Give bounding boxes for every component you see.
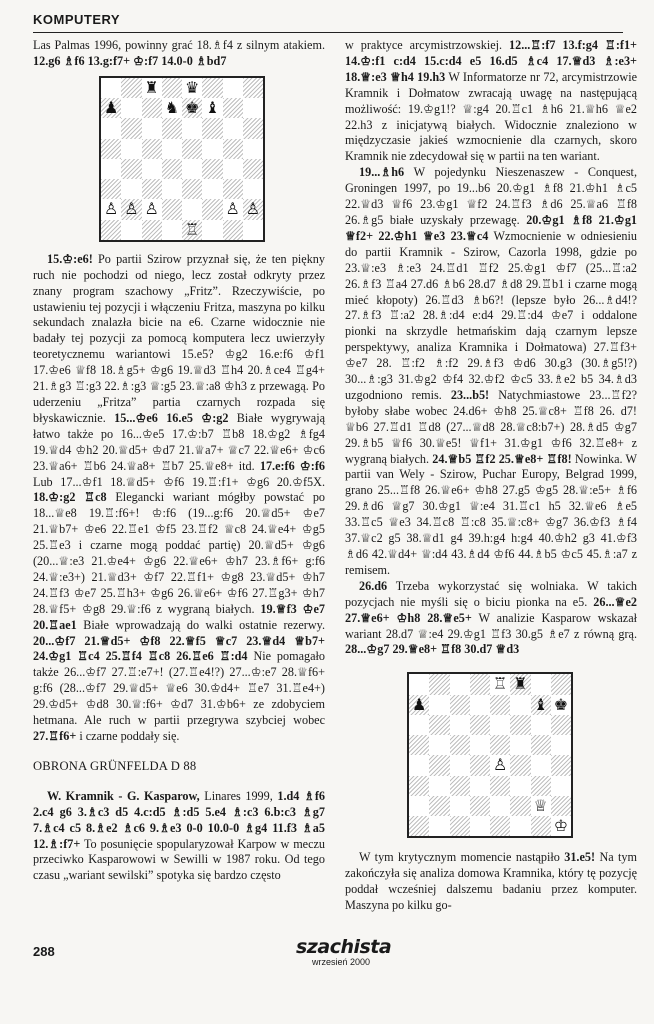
issue-date: wrzesień 2000 <box>311 957 371 967</box>
board-square <box>551 735 571 755</box>
board-square <box>162 199 182 219</box>
section-title: KOMPUTERY <box>33 12 121 27</box>
board-square <box>101 179 121 199</box>
board-square <box>101 220 121 240</box>
board-square <box>223 139 243 159</box>
chess-piece-icon: ♜ <box>144 77 159 97</box>
board-square <box>470 695 490 715</box>
board-square <box>551 776 571 796</box>
board-square <box>429 735 449 755</box>
board-square <box>202 78 222 98</box>
chess-piece-icon: ♕ <box>533 795 548 815</box>
chess-piece-icon: ♙ <box>492 755 508 775</box>
chess-diagram-2 <box>407 672 573 838</box>
board-square <box>409 776 429 796</box>
board-square <box>162 159 182 179</box>
board-square <box>490 796 510 816</box>
board-square <box>510 776 530 796</box>
board-square <box>531 776 551 796</box>
board-square <box>470 735 490 755</box>
board-square <box>470 816 490 836</box>
board-square <box>490 674 510 694</box>
board-square <box>202 139 222 159</box>
chess-piece-icon: ♙ <box>245 199 261 219</box>
left-column <box>33 38 325 884</box>
board-square <box>182 159 202 179</box>
continuation-paragraph: w praktyce arcymistrzowskiej. 12...♖:f7 13.f:g4 ♖:f1+ 14.♔:f1 c:d4 15.c:d4 e5 16.d5 ♗c4 17.♕d3 ♗:e3+ 18.♕:e3 ♕h4 19.h3 W Informatorze nr 72, arcymistrzowie Kramnik i Dołmatow zwracają uwagę na następującą możliwość: 19.♔g1!? ♕:g4 20.♖c1 ♗h6 21.♕h6 ♕e2 22.h3 z inicjatywą białych. Widocznie znaleziono w międzyczasie jakieś wzmocnienie dla czarnych, skoro Kramnik nie zdecydował się w partii na ten wariant. <box>345 38 638 164</box>
opening-heading: OBRONA GRÜNFELDA D 88 <box>33 758 197 773</box>
board-square <box>510 755 530 775</box>
chess-diagram-1 <box>99 76 265 242</box>
board-square <box>162 118 182 138</box>
board-square <box>551 715 571 735</box>
chess-piece-icon: ♝ <box>205 98 220 118</box>
board-square <box>182 118 202 138</box>
board-square <box>142 118 162 138</box>
board-square <box>162 78 182 98</box>
board-square <box>450 776 470 796</box>
board-square <box>551 755 571 775</box>
board-square <box>182 139 202 159</box>
board-square <box>409 695 429 715</box>
board-square <box>142 98 162 118</box>
board-square <box>162 139 182 159</box>
board-square <box>162 179 182 199</box>
board-square <box>409 735 429 755</box>
board-square <box>223 78 243 98</box>
board-square <box>142 78 162 98</box>
board-square <box>142 159 162 179</box>
board-square <box>490 755 510 775</box>
board-square <box>429 715 449 735</box>
board-square <box>121 179 141 199</box>
board-square <box>510 715 530 735</box>
board-square <box>223 118 243 138</box>
board-square <box>429 755 449 775</box>
board-square <box>470 796 490 816</box>
board-square <box>101 199 121 219</box>
chess-piece-icon: ♚ <box>184 98 200 118</box>
board-square <box>510 695 530 715</box>
board-square <box>450 695 470 715</box>
board-square <box>142 220 162 240</box>
board-square <box>409 796 429 816</box>
right-column <box>345 38 637 914</box>
board-square <box>223 159 243 179</box>
board-square <box>470 715 490 735</box>
board-square <box>101 118 121 138</box>
board-square <box>510 816 530 836</box>
chess-piece-icon: ♝ <box>533 694 548 714</box>
chess-piece-icon: ♚ <box>553 694 569 714</box>
board-square <box>409 816 429 836</box>
board-square <box>202 159 222 179</box>
board-square <box>223 98 243 118</box>
board-square <box>121 98 141 118</box>
board-square <box>429 816 449 836</box>
board-square <box>429 674 449 694</box>
board-square <box>182 179 202 199</box>
board-square <box>450 796 470 816</box>
board-square <box>202 220 222 240</box>
board-square <box>429 695 449 715</box>
board-square <box>531 674 551 694</box>
board-square <box>182 220 202 240</box>
chess-piece-icon: ♖ <box>184 219 200 239</box>
board-square <box>243 118 263 138</box>
analysis-paragraph: 19...♗h6 W pojedynku Nieszenaszew - Conquest, Groningen 1997, po 19...b6 20.♔g1 ♗f8 21.♔h1 ♗c5 22.♕d3 ♕f6 23.♔g1 ♕f2 24.♖f3 ♗d6 25.♕a6 ♖f8 26.♗g5 białe uzyskały przewagę. 20.♔g1 ♗f8 21.♔g1 ♕f2+ 22.♔h1 ♕e3 23.♕c4 Wzmocnienie w odniesieniu do partii Kramnik - Szirow, Cazorla 1998, gdzie po 23.♕:e3 ♗:e3 24.♖d1 ♖f2 25.♔g1 ♔f7 (25...♖:a2 26.♗f3 ♖a4 27.d6 ♗b6 28.d7 ♗d8 29.♖b1 i czarne mogą mieć kłopoty) 26.♖d3 ♗b6?! (lepsze było 26...♗d4!? 27.♗f3 ♖:a2 28.♗:d4 e:d4 29.♖:d4 ♔e7 i oddalone pionki na skrzydle hetmańskim dają czarnym lepsze perspektywy, analiza Kramnika i Dołmatowa) 27.♖f3+ ♔e7 28. ♖:f2 ♗:f2 29.♗f3 ♔d6 30.g3 (30.♗g5!?) 30...♗:g3 31.♔g2 ♔f4 32.♔f2 ♔c5 33.♗e2 b5 34.♗d3 uzgodniono remis. 23...b5! Natychmiastowe 23...♖f2? byłoby słabe wobec 24.d6+ ♔h8 25.♕c8+ ♖f8 26. d7! ♕b6 27.♖d1 ♖d8 (27...♕d8 28.♕c8:b7+) 28.♗d5 ♔g7 29.♗b5 ♕f6 30.♕e5! ♕f1+ 31.♔g1 ♔f6 32.♖e8+ z wygraną białych. 24.♕b5 ♖f2 25.♕e8+ ♖f8! Nowinka. W partii van Wely - Szirow, Puchar Europy, Belgrad 1999, grano 25...♖f8 26.♕e6+ ♔h8 27.g5 ♔g5 28.♕:e5+ ♗f6 29.♗d6 ♕g7 30.♔g1 ♕:e4 31.♖c1 h5 32.♕e6 ♗e5 33.♖c5 ♕e3 34.♖c8 ♖:c8 35.♕:c8+ ♔g7 36.♔f3 ♗f4 37.♕c2 g5 38.♕d1 g4 39.h:g4 h:g4 40.♔h2 g3 41.♔f3 ♗d6 42.♕d4+ ♕:d4 43.♗d4 ♔f6 44.♗b5 ♔c5 45.♗:a7 z remisem. <box>345 165 638 577</box>
board-square <box>470 776 490 796</box>
board-square <box>202 118 222 138</box>
page-header <box>33 6 623 33</box>
board-square <box>450 816 470 836</box>
chess-piece-icon: ♙ <box>144 199 159 219</box>
board-square <box>202 179 222 199</box>
board-square <box>243 139 263 159</box>
board-square <box>121 159 141 179</box>
board-square <box>101 78 121 98</box>
board-square <box>510 735 530 755</box>
board-square <box>490 776 510 796</box>
board-square <box>531 695 551 715</box>
board-square <box>121 139 141 159</box>
board-square <box>121 118 141 138</box>
board-square <box>223 220 243 240</box>
board-square <box>101 159 121 179</box>
board-square <box>510 674 530 694</box>
board-square <box>551 695 571 715</box>
board-square <box>243 179 263 199</box>
board-square <box>531 735 551 755</box>
game-paragraph: W. Kramnik - G. Kasparow, Linares 1999, 1.d4 ♗f6 2.c4 g6 3.♗c3 d5 4.c:d5 ♗:d5 5.e4 ♗:c3 6.b:c3 ♗g7 7.♗c4 c5 8.♗e2 ♗c6 9.♗e3 0-0 10.0-0 ♗g4 11.f3 ♗a5 12.♗:f7+ To posunięcie spopularyzował Karpow w meczu przeciwko Kasparowowi w Sewilli w 1987 roku. Od tego czasu „wariant sewilski” spotyka się bardzo często <box>33 788 325 883</box>
board-square <box>142 139 162 159</box>
board-square <box>162 98 182 118</box>
board-square <box>409 715 429 735</box>
analysis-paragraph: 15.♔:e6! Po partii Szirow przyznał się, że ten piękny ruch nie pochodzi od niego, lecz został odkryty przez znany program szachowy „Fritz”. Rzeczywiście, po ustawieniu tej pozycji i włączeniu Fritza, maszyna po kilku sekundach znalazła bicie na e6. Czarne widocznie nie badały tej pozycji za pomocą komputera lecz uwierzyły teoretycznemu wariantowi 15.e5? ♔g2 16.e:f6 ♔f1 17.♔e6 ♕f8 18.♗g5+ ♔g6 19.♕d3 ♖h4 20.♗ce4 ♖g4+ 21.♗g3 ♖:g3 22.♗:g3 ♕:g5 23.♕:a8 ♔h3 z przewagą. Po uderzeniu „Fritza” partia czarnych rozpada się błyskawicznie. 15...♔e6 16.e5 ♔:g2 Białe wygrywają łatwo także po 16...♔e5 17.♔:b7 ♖b8 18.♔g2 ♗fg4 19.♕d4 ♔h2 20.♕d5+ ♔d7 21.♕a7+ ♕c7 22.♕e6+ ♔c6 23.♕a6+ ♖b6 24.♕a8+ ♖b7 25.♕e8+ itd. 17.e:f6 ♔:f6 Lub 17...♔f1 18.♕d5+ ♔f6 19.♖:f1+ ♔g6 20.♔f5X. 18.♔:g2 ♖c8 Elegancki wariant mógłby powstać po 18...♕e8 19.♖:f6+! ♔:f6 (19...g:f6 20.♕d5+ ♔e7 21.♕b7+ ♔e6 22.♖e1 ♔f5 23.♖f2 ♕c8 24.♕e4+ ♔g5 25.♖e3 i czarne mogą poddać partię) 20.♕d5+ ♔g6 (20...♕:e3 21.♔e4+ ♔g6 22.♕e6+ ♔h7 23.♗f6+ g:f6 24.♕:e3+) 21.♕d3+ ♔f7 22.♖f1+ ♔g8 23.♕d5+ ♔h7 24.♖f3 ♔e7 25.♖h3+ ♔g6 26.♕e6+ ♔f6 27.♖g3+ ♔h7 28.♕f5+ ♔g8 29.♕:f6 z wygraną białych. 19.♕f3 ♔e7 20.♖ae1 Białe wprowadzają do walki ostatnie rezerwy. 20...♔f7 21.♕d5+ ♔f8 22.♕f5 ♕c7 23.♕d4 ♕b7+ 24.♔g1 ♖c4 25.♖f4 ♖c8 26.♖e6 ♖:d4 Nie pomagało także 26...♔f7 27.♖:e7+! (27.♖e4!?) 27...♔:e7 28.♕f6+ g:f6 (28...♔f7 29.♕d5+ ♕e6 30.♔d4+ ♖e7 31.♖e4+) 29.♔d5+ ♔d8 30.♕:f6+ ♔d7 31.♔b6+ ze zdobyciem hetmana. Ale ruch w partii przegrywa szybciej wobec 27.♖f6+ i czarne poddały się. <box>33 251 326 743</box>
board-square <box>142 179 162 199</box>
magazine-logo <box>296 936 392 968</box>
board-square <box>243 159 263 179</box>
board-square <box>121 78 141 98</box>
board-square <box>450 735 470 755</box>
board-square <box>551 816 571 836</box>
logo-text: szachista <box>296 936 392 958</box>
board-square <box>243 78 263 98</box>
board-square <box>223 179 243 199</box>
board-square <box>121 199 141 219</box>
board-square <box>490 735 510 755</box>
chess-piece-icon: ♙ <box>225 199 240 219</box>
board-square <box>243 199 263 219</box>
chess-piece-icon: ♟ <box>411 694 427 714</box>
chess-piece-icon: ♛ <box>184 77 200 97</box>
board-square <box>182 199 202 219</box>
board-square <box>409 674 429 694</box>
board-square <box>490 695 510 715</box>
board-square <box>121 220 141 240</box>
board-square <box>450 715 470 735</box>
board-square <box>223 199 243 219</box>
closing-paragraph: W tym krytycznym momencie nastąpiło 31.e5! Na tym zakończyła się analiza domowa Kramnika, który tę pozycję poddał wcześniej dalszemu badaniu przez komputer. Maszyna po kilku go- <box>345 850 638 913</box>
board-square <box>531 796 551 816</box>
chess-piece-icon: ♞ <box>164 98 180 118</box>
analysis-paragraph: 26.d6 Trzeba wykorzystać się wolniaka. W takich pozycjach nie myśli się o biciu pionka na e5. 26...♕e2 27.♕e6+ ♔h8 28.♕e5+ W analizie Kasparow wskazał wariant 28.d7 ♕:e4 29.♔g1 ♖f3 30.g5 ♗e7 z równą grą. 28...♔g7 29.♕e8+ ♖f8 30.d7 ♕d3 <box>345 578 638 657</box>
board-square <box>531 715 551 735</box>
intro-paragraph: Las Palmas 1996, powinny grać 18.♗f4 z silnym atakiem. 12.g6 ♗f6 13.g:f7+ ♔:f7 14.0-0 ♗bd7 <box>33 38 325 68</box>
chess-piece-icon: ♜ <box>513 674 528 694</box>
board-square <box>243 98 263 118</box>
chess-piece-icon: ♙ <box>124 199 139 219</box>
chess-piece-icon: ♔ <box>553 816 569 836</box>
board-square <box>470 755 490 775</box>
board-square <box>450 674 470 694</box>
board-square <box>551 796 571 816</box>
board-square <box>490 816 510 836</box>
board-square <box>162 220 182 240</box>
board-square <box>429 796 449 816</box>
board-square <box>531 816 551 836</box>
board-square <box>450 755 470 775</box>
board-square <box>202 199 222 219</box>
board-square <box>510 796 530 816</box>
board-square <box>202 98 222 118</box>
board-square <box>531 755 551 775</box>
board-square <box>243 220 263 240</box>
board-square <box>470 674 490 694</box>
chess-piece-icon: ♙ <box>103 199 119 219</box>
board-square <box>101 139 121 159</box>
chess-piece-icon: ♖ <box>492 674 508 694</box>
board-square <box>142 199 162 219</box>
board-square <box>409 755 429 775</box>
chess-piece-icon: ♟ <box>103 98 119 118</box>
board-square <box>182 78 202 98</box>
page-number: 288 <box>33 944 55 959</box>
board-square <box>490 715 510 735</box>
board-square <box>101 98 121 118</box>
board-square <box>182 98 202 118</box>
board-square <box>551 674 571 694</box>
board-square <box>429 776 449 796</box>
